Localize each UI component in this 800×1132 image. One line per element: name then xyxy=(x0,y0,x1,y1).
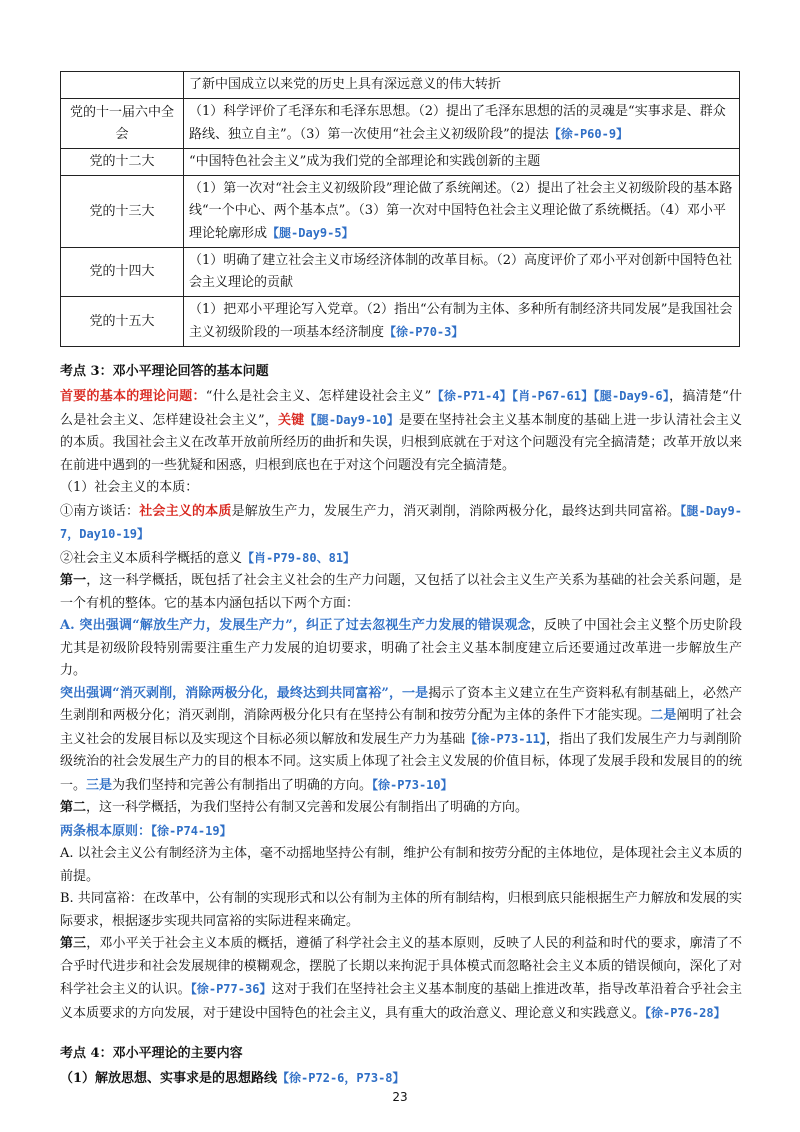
row-ref: 【腿-Day9-5】 xyxy=(267,226,354,240)
paragraph: B. 共同富裕：在改革中，公有制的实现形式和以公有制为主体的所有制结构，归根到底只能根据生产力解放和发展的实际要求，根据逐步实现共同富裕的实际进程来确定。 xyxy=(60,891,742,929)
paragraph: ②社会主义本质科学概括的意义【肖-P79-80、81】 xyxy=(60,550,356,566)
paragraph: 两条根本原则：【徐-P74-19】 xyxy=(60,823,232,839)
row-content xyxy=(184,149,740,176)
row-text: （1）明确了建立社会主义市场经济体制的改革目标。（2）高度评价了邓小平对创新中国特色社会主义理论的贡献 xyxy=(189,253,733,290)
table-row xyxy=(61,248,740,297)
row-text: （1）第一次对“社会主义初级阶段”理论做了系统阐述。（2）提出了社会主义初级阶段的基本路线“一个中心、两个基本点”。（3）第一次对中国特色社会主义理论做了系统概括。（4）邓小平理论轮廓形成 xyxy=(189,181,733,241)
row-content xyxy=(184,176,740,248)
events-table xyxy=(60,71,740,347)
table-row xyxy=(61,149,740,176)
section-3-title: 考点 3：邓小平理论回答的基本问题 xyxy=(60,364,269,379)
paragraph: 第三，邓小平关于社会主义本质的概括，遵循了科学社会主义的基本原则，反映了人民的利益和时代的要求，廓清了不合乎时代进步和社会发展规律的模糊观念，摆脱了长期以来拘泥于具体模式而忽略社会主义本质的错误倾向，深化了对科学社会主义的认识。【徐-P77-36】这对于我们在坚持社会主义基本制度的基础上推进改革，指导改革沿着合乎社会主义本质要求的方向发展，对于建设中国特色的社会主义，具有重大的政治意义、理论意义和实践意义。【徐-P76-28】 xyxy=(60,936,742,1021)
paragraph: A. 以社会主义公有制经济为主体，毫不动摇地坚持公有制，维护公有制和按劳分配的主体地位，是体现社会主义本质的前提。 xyxy=(60,846,742,884)
row-text: （1）把邓小平理论写入党章。（2）指出“公有制为主体、多种所有制经济共同发展”是我国社会主义初级阶段的一项基本经济制度 xyxy=(189,302,733,340)
row-ref: 【徐-P60-9】 xyxy=(548,127,629,141)
row-key: 党的十一届六中全会 xyxy=(61,99,184,149)
row-text: （1）科学评价了毛泽东和毛泽东思想。（2）提出了毛泽东思想的活的灵魂是“实事求是、群众路线、独立自主”。（3）第一次使用“社会主义初级阶段”的提法 xyxy=(189,104,726,142)
row-key: 党的十五大 xyxy=(61,297,184,347)
row-content xyxy=(184,72,740,99)
table-row xyxy=(61,72,740,99)
row-text: “中国特色社会主义”成为我们党的全部理论和实践创新的主题 xyxy=(189,154,541,169)
row-content xyxy=(184,99,740,149)
table-row xyxy=(61,176,740,248)
paragraph: 突出强调“消灭剥削，消除两极分化，最终达到共同富裕”，一是揭示了资本主义建立在生产资料私有制基础上，必然产生剥削和两极分化；消灭剥削，消除两极分化只有在坚持公有制和按劳分配为主体的条件下才能实现。二是阐明了社会主义社会的发展目标以及实现这个目标必须以解放和发展生产力为基础【徐-P73-11】，指出了我们发展生产力与剥削阶级统治的社会发展生产力的目的根本不同。这实质上体现了社会主义发展的价值目标，体现了发展手段和发展目的的统一。三是为我们坚持和完善公有制指出了明确的方向。【徐-P73-10】 xyxy=(60,685,742,793)
row-key xyxy=(61,72,184,99)
paragraph: A. 突出强调“解放生产力，发展生产力”，纠正了过去忽视生产力发展的错误观念，反映了中国社会主义整个历史阶段尤其是初级阶段特别需要注重生产力发展的迫切要求，明确了社会主义基本制度建立后还要通过改革进一步解放生产力。 xyxy=(60,618,742,678)
row-key: 党的十二大 xyxy=(61,149,184,176)
table-row xyxy=(61,99,740,149)
paragraph: ①南方谈话：社会主义的本质是解放生产力，发展生产力，消灭剥削，消除两极分化，最终达到共同富裕。【腿-Day9-7，Day10-19】 xyxy=(60,503,742,541)
row-key: 党的十四大 xyxy=(61,248,184,297)
row-content xyxy=(184,248,740,297)
row-text: 了新中国成立以来党的历史上具有深远意义的伟大转折 xyxy=(189,77,502,92)
row-ref: 【徐-P70-3】 xyxy=(384,325,464,339)
paragraph: （1）社会主义的本质： xyxy=(60,480,199,495)
section-4-title: 考点 4：邓小平理论的主要内容 xyxy=(60,1046,243,1061)
paragraph: 首要的基本的理论问题：“什么是社会主义、怎样建设社会主义”【徐-P71-4】【肖-P67-61】【腿-Day9-6】，搞清楚“什么是社会主义、怎样建设社会主义”，关键【腿-Day9-10】是要在坚持社会主义基本制度的基础上进一步认清社会主义的本质。我国社会主义在改革开放前所经历的曲折和失误，归根到底就在于对这个问题没有完全搞清楚；改革开放以来在前进中遇到的一些犹疑和困惑，归根到底也在于对这个问题没有完全搞清楚。 xyxy=(60,389,742,473)
page-content xyxy=(60,71,742,1091)
table-row xyxy=(61,297,740,347)
paragraph: （1）解放思想、实事求是的思想路线【徐-P72-6，P73-8】 xyxy=(60,1071,405,1086)
row-key: 党的十三大 xyxy=(61,176,184,248)
paragraph: 第一，这一科学概括，既包括了社会主义社会的生产力问题，又包括了以社会主义生产关系为基础的社会关系问题，是一个有机的整体。它的基本内涵包括以下两个方面： xyxy=(60,573,742,611)
page-number: 23 xyxy=(392,1090,408,1104)
row-content xyxy=(184,297,740,347)
paragraph: 第二，这一科学概括，为我们坚持公有制又完善和发展公有制指出了明确的方向。 xyxy=(60,800,529,815)
